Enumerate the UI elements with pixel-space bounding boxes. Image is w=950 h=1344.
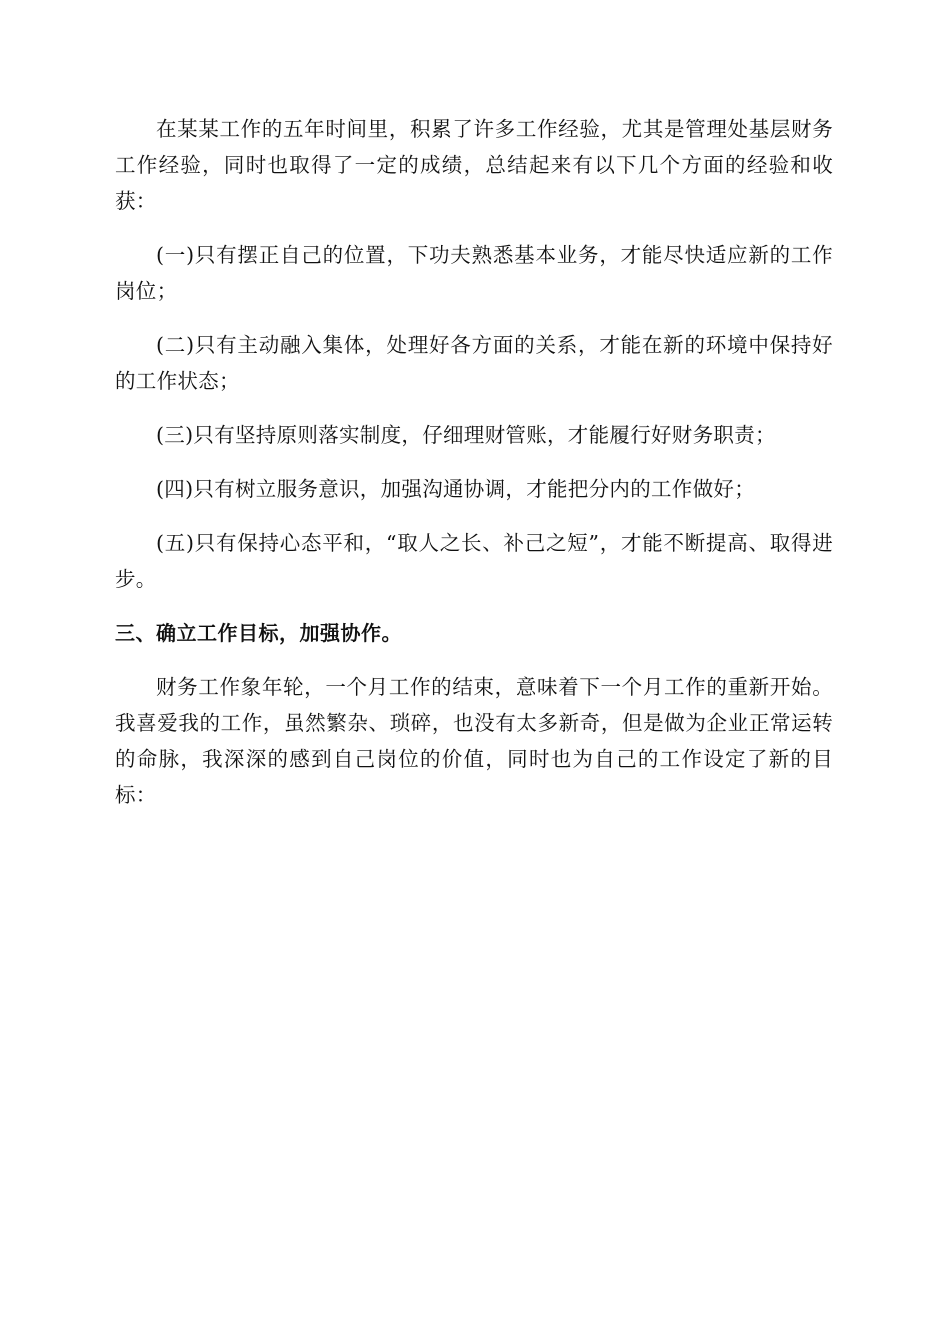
list-item-4: (四)只有树立服务意识，加强沟通协调，才能把分内的工作做好； [156, 477, 755, 501]
closing-paragraph: 财务工作象年轮，一个月工作的结束，意味着下一个月工作的重新开始。我喜爱我的工作，虽然繁杂、琐碎，也没有太多新奇，但是做为企业正常运转的命脉，我深深的感到自己岗位的价值，同时也为自己的工作设定了新的目标： [115, 675, 833, 807]
intro-paragraph: 在某某工作的五年时间里，积累了许多工作经验，尤其是管理处基层财务工作经验，同时也取得了一定的成绩，总结起来有以下几个方面的经验和收获： [115, 117, 833, 213]
list-item-2: (二)只有主动融入集体，处理好各方面的关系，才能在新的环境中保持好的工作状态； [115, 333, 833, 393]
section-heading: 三、确立工作目标，加强协作。 [115, 621, 402, 645]
list-item-5: (五)只有保持心态平和，“取人之长、补己之短”，才能不断提高、取得进步。 [115, 531, 833, 591]
list-item-3: (三)只有坚持原则落实制度，仔细理财管账，才能履行好财务职责； [156, 423, 776, 447]
list-item-1: (一)只有摆正自己的位置，下功夫熟悉基本业务，才能尽快适应新的工作岗位； [115, 243, 833, 303]
document-body [115, 111, 833, 831]
